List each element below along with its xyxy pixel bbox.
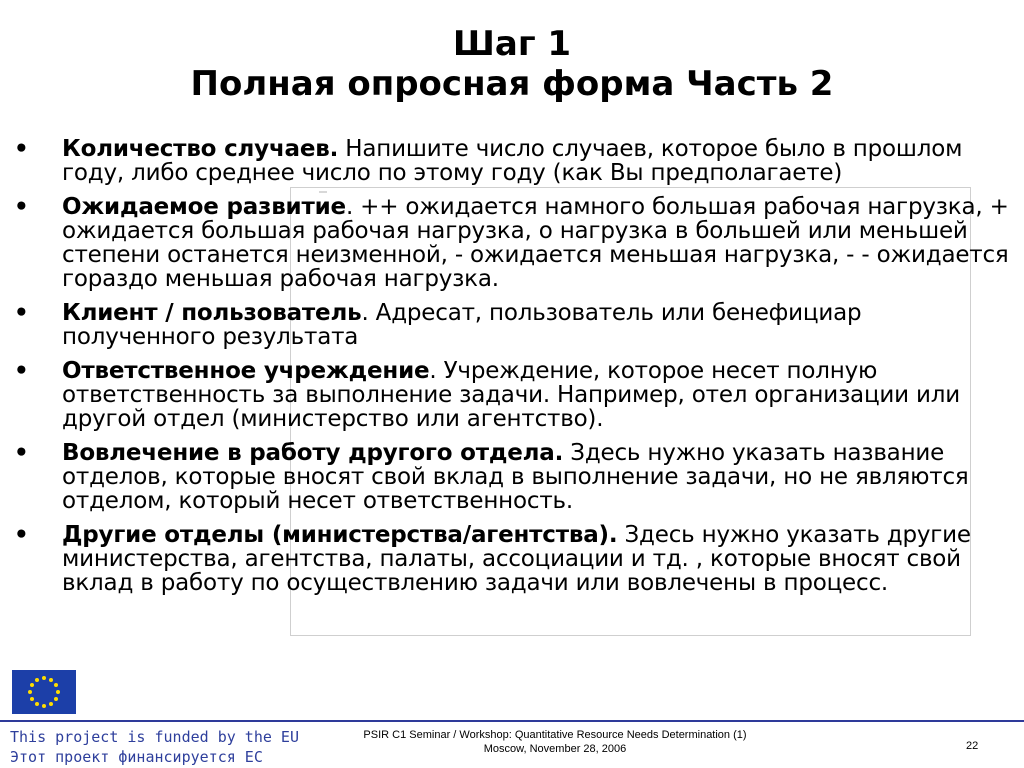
bullet-item [14,523,1018,595]
bullet-text: . Адресат, пользователь или бенефициар полученного результата [62,300,862,350]
bullet-dot: • [14,440,29,466]
bullet-term: Вовлечение в работу другого отдела. [62,440,564,466]
funded-ru: Этот проект финансируется ЕС [10,748,263,766]
bullet-item [14,359,1018,431]
page-number: 22 [966,740,979,752]
bullet-dot: • [14,522,29,548]
footer-info [300,728,810,756]
bullet-text: Здесь нужно указать название отделов, которые вносят свой вклад в выполнение задачи, но не являются отделом, который несет ответственность. [62,440,969,514]
slide-title [0,24,1024,104]
eu-flag-icon [12,670,76,714]
bullet-item [14,137,1018,185]
location-date: Moscow, November 28, 2006 [483,743,627,755]
bullet-dot: • [14,300,29,326]
bullet-dot: • [14,136,29,162]
bullet-text: Напишите число случаев, которое было в прошлом году, либо среднее число по этому году (как Вы предполагаете) [62,136,963,186]
seminar-name: PSIR C1 Seminar / Workshop: Quantitative Resource Needs Determination (1) [363,729,747,741]
bullet-list [14,137,1018,605]
bullet-term: Клиент / пользователь [62,300,362,326]
title-line-1: Шаг 1 [452,24,572,64]
funded-en: This project is funded by the EU [10,728,299,746]
bullet-term: Количество случаев. [62,136,339,162]
bullet-term: Ожидаемое развитие [62,194,346,220]
bullet-item [14,301,1018,349]
bullet-term: Ответственное учреждение [62,358,430,384]
bullet-dot: • [14,358,29,384]
bullet-text: . ++ ожидается намного большая рабочая нагрузка, + ожидается большая рабочая нагрузка, о нагрузка в большей или меньшей степени останется неизменной, - ожидается меньшая нагрузка, - - ожидается гораздо меньшая рабочая нагрузка. [62,194,1009,292]
bullet-text: . Учреждение, которое несет полную ответственность за выполнение задачи. Например, отел организации или другой отдел (министерство или агентство). [62,358,960,432]
bullet-item [14,441,1018,513]
bullet-dot: • [14,194,29,220]
funding-note [10,727,299,767]
bullet-term: Другие отделы (министерства/агентства). [62,522,618,548]
footer-divider [0,720,1024,722]
bullet-item [14,195,1018,291]
title-line-2: Полная опросная форма Часть 2 [190,64,834,104]
eu-stars-icon [12,670,76,714]
bullet-text: Здесь нужно указать другие министерства, агентства, палаты, ассоциации и тд. , которые вносят свой вклад в работу по осуществлению задачи или вовлечены в процесс. [62,522,971,596]
